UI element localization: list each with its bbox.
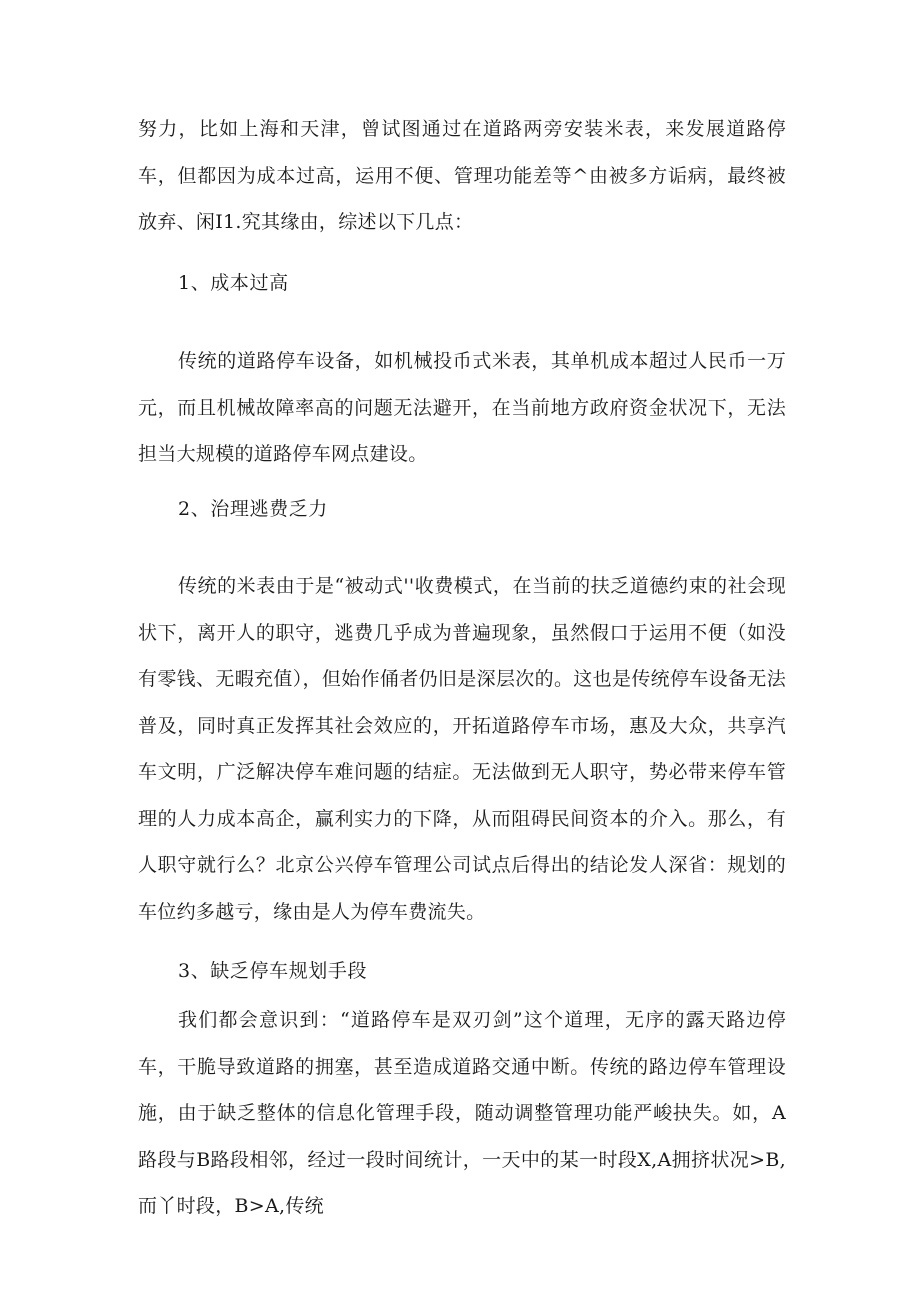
paragraph-intro: 努力，比如上海和天津，曾试图通过在道路两旁安装米表，来发展道路停车，但都因为成本过高，运用不便、管理功能差等^由被多方诟病，最终被放弃、闲I1.究其缘由，综述以下几点： bbox=[138, 118, 786, 233]
heading-cost-too-high: 1、成本过高 bbox=[178, 272, 289, 294]
paragraph-fee-evasion: 传统的米表由于是“被动式''收费模式，在当前的扶乏道德约束的社会现状下，离开人的职守，逃费几乎成为普遍现象，虽然假口于运用不便（如没有零钱、无暇充值），但始作俑者仍旧是深层次的。这也是传统停车设备无法普及，同时真正发挥其社会效应的，开拓道路停车市场，惠及大众，共享汽车文明，广泛解决停车难问题的结症。无法做到无人职守，势必带来停车管理的人力成本高企，赢利实力的下降，从而阻碍民间资本的介入。那么，有人职守就行么？北京公兴停车管理公司试点后得出的结论发人深省：规划的车位约多越亏，缘由是人为停车费流失。 bbox=[138, 575, 786, 923]
heading-fee-evasion: 2、治理逃费乏力 bbox=[178, 498, 328, 520]
heading-planning: 3、缺乏停车规划手段 bbox=[178, 960, 368, 982]
paragraph-cost: 传统的道路停车设备，如机械投币式米表，其单机成本超过人民币一万元，而且机械故障率高的问题无法避开，在当前地方政府资金状况下，无法担当大规模的道路停车网点建设。 bbox=[138, 350, 786, 465]
paragraph-planning: 我们都会意识到：“道路停车是双刃剑”这个道理，无序的露天路边停车，干脆导致道路的拥塞，甚至造成道路交通中断。传统的路边停车管理设施，由于缺乏整体的信息化管理手段，随动调整管理功能严峻抉失。如，A路段与B路段相邻，经过一段时间统计，一天中的某一时段X,A拥挤状况>B,而丫时段，B>A,传统 bbox=[138, 1009, 786, 1217]
